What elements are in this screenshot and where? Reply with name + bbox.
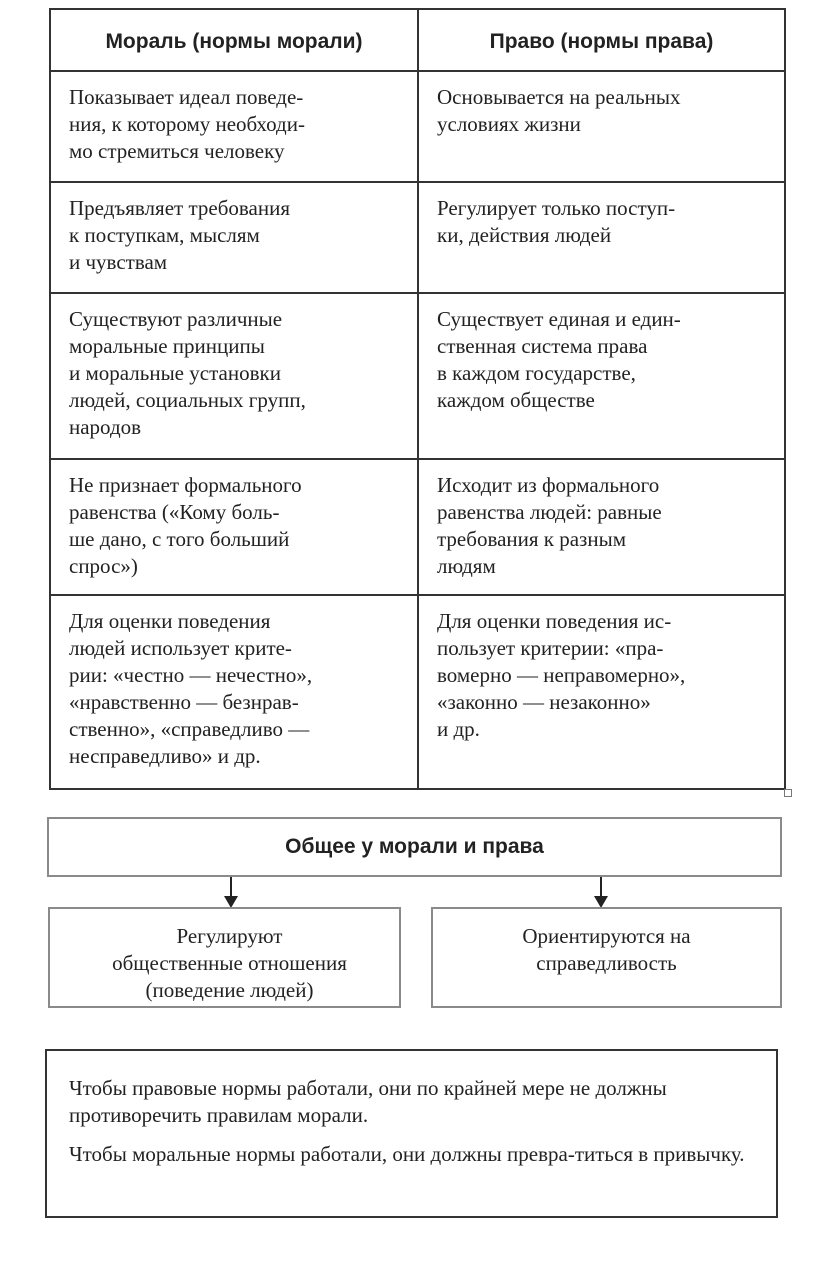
down-arrow-icon	[230, 877, 232, 906]
note-law: Чтобы правовые нормы работали, они по крайней мере не должны противоречить правилам морали.	[69, 1076, 667, 1127]
law-cell: Исходит из формального равенства людей: равные требования к разным людям	[437, 473, 662, 578]
table-resize-handle[interactable]	[784, 789, 792, 797]
common-title-box: Общее у морали и права	[47, 817, 782, 877]
table-header-row	[51, 10, 784, 70]
down-arrow-icon	[600, 877, 602, 906]
law-cell: Основывается на реальных условиях жизни	[437, 85, 681, 136]
comparison-table	[49, 8, 786, 790]
note-morality: Чтобы моральные нормы работали, они должны превра-титься в привычку.	[69, 1142, 745, 1166]
table-row	[51, 458, 784, 594]
common-item-regulate: Регулируют общественные отношения (поведение людей)	[48, 907, 401, 1008]
morality-cell: Для оценки поведения людей использует крите- рии: «честно — нечестно», «нравственно — безнрав- ственно», «справедливо — несправедливо» и др.	[51, 596, 419, 788]
morality-cell: Не признает формального равенства («Кому боль- ше дано, с того больший спрос»)	[51, 460, 419, 594]
header-morality: Мораль (нормы морали)	[51, 10, 419, 70]
morality-cell: Предъявляет требования к поступкам, мыслям и чувствам	[51, 183, 419, 292]
common-item-justice: Ориентируются на справедливость	[431, 907, 782, 1008]
notes-box	[45, 1049, 778, 1218]
law-cell: Регулирует только поступ- ки, действия людей	[437, 196, 676, 247]
table-row	[51, 70, 784, 181]
table-row	[51, 594, 784, 788]
morality-cell: Существуют различные моральные принципы и моральные установки людей, социальных групп, народов	[51, 294, 419, 458]
morality-cell: Показывает идеал поведе- ния, к которому необходи- мо стремиться человеку	[51, 72, 419, 181]
header-law: Право (нормы права)	[489, 30, 714, 53]
table-row	[51, 181, 784, 292]
table-row	[51, 292, 784, 458]
law-cell: Существует единая и един- ственная система права в каждом государстве, каждом обществе	[437, 307, 681, 412]
law-cell: Для оценки поведения ис- пользует критерии: «пра- вомерно — неправомерно», «законно — незаконно» и др.	[437, 609, 686, 741]
